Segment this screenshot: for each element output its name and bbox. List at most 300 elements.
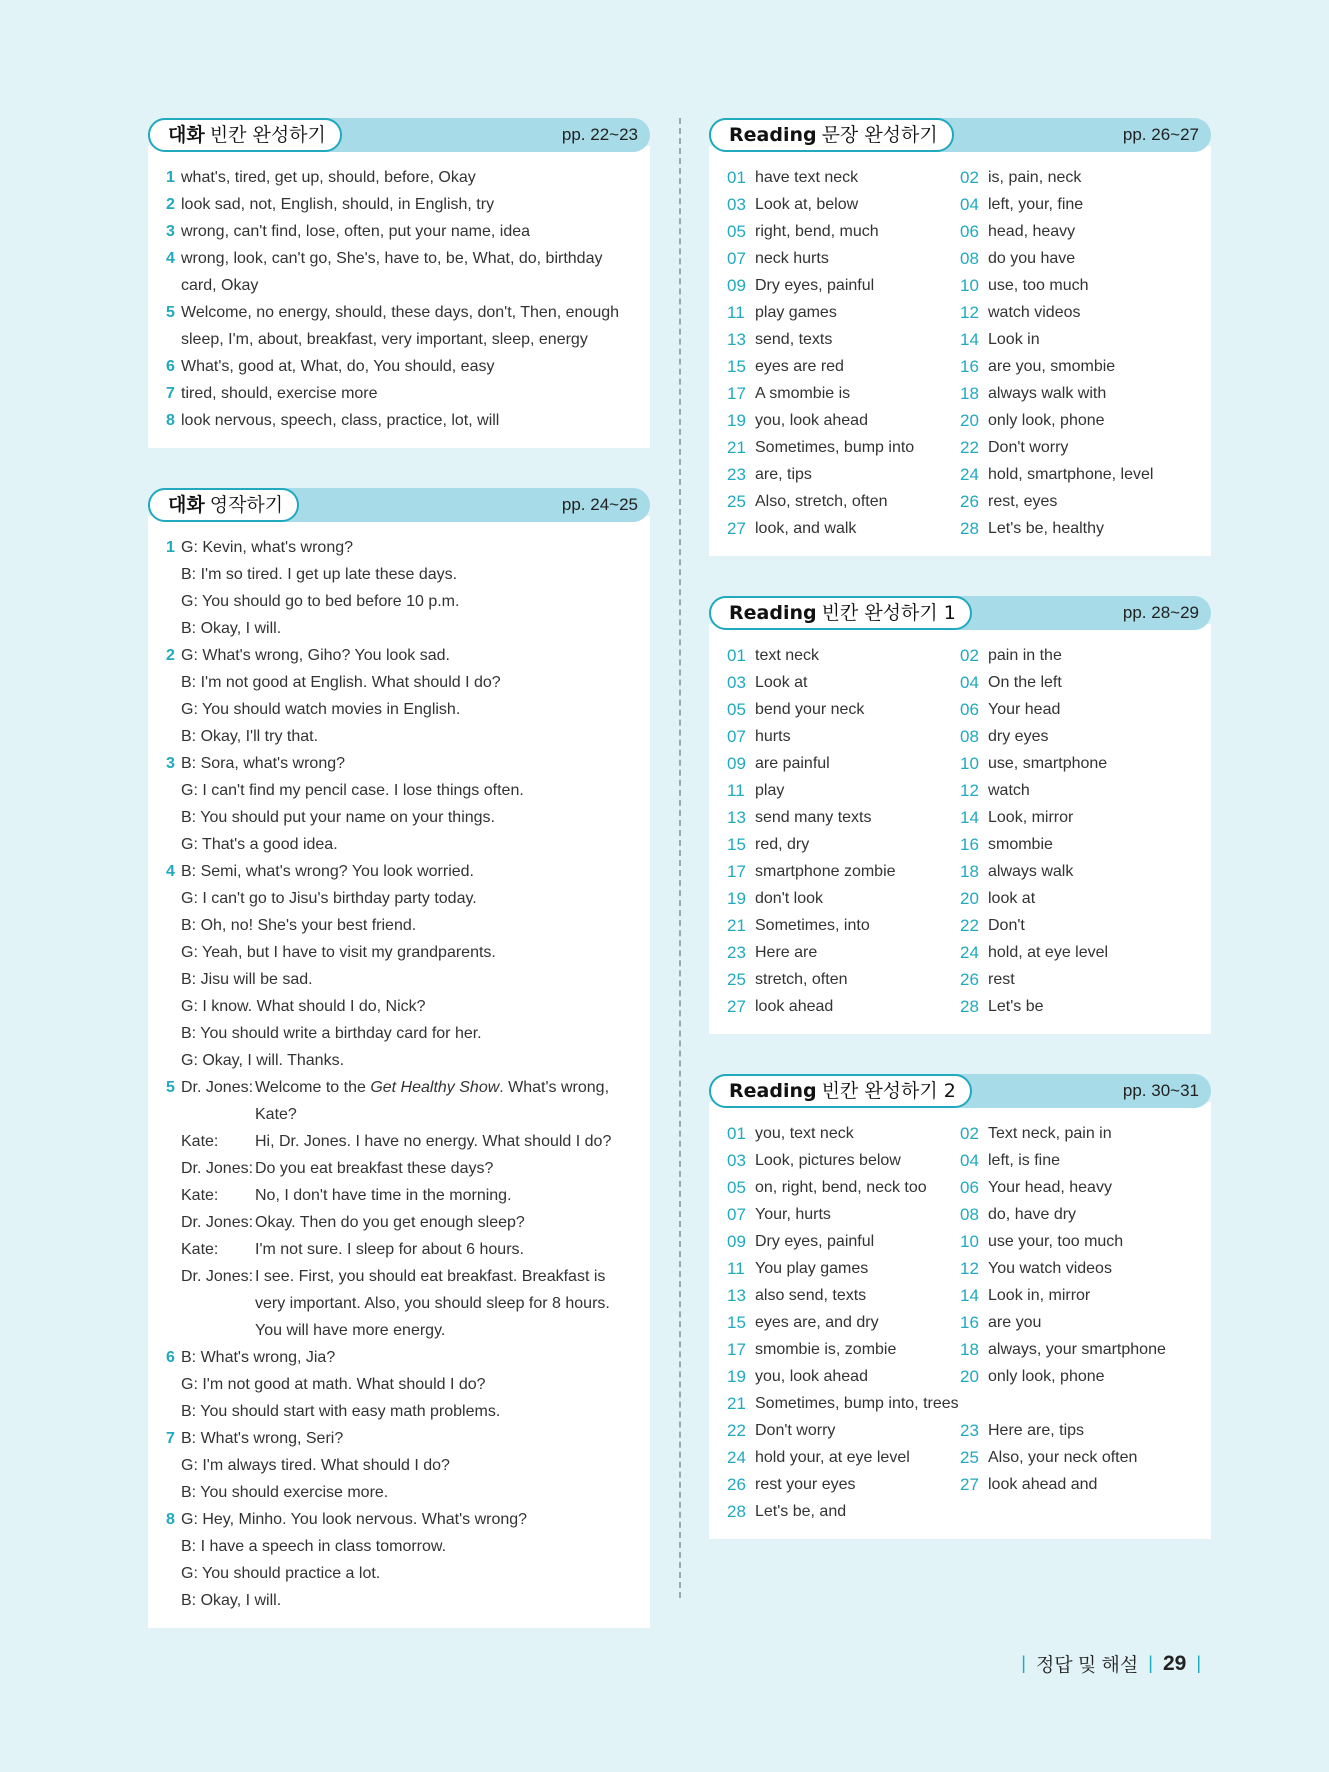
section — [148, 118, 650, 448]
line-text: G: I can't go to Jisu's birthday party today. — [181, 890, 477, 907]
answer-item — [960, 164, 1193, 191]
item-text: look nervous, speech, class, practice, lot, will — [181, 412, 500, 429]
answer-grid — [727, 642, 1193, 1020]
line-text: B: You should put your name on your things. — [181, 809, 495, 826]
answer-item — [727, 353, 960, 380]
item-number: 07 — [727, 727, 746, 746]
item-number: 4 — [166, 250, 175, 267]
answer-item — [166, 1506, 632, 1614]
item-number: 04 — [960, 673, 979, 692]
page-number: 29 — [1162, 1651, 1187, 1675]
item-number: 19 — [727, 411, 746, 430]
item-number: 16 — [960, 835, 979, 854]
item-number: 10 — [960, 1232, 979, 1251]
item-number: 08 — [960, 727, 979, 746]
line-text: Okay. Then do you get enough sleep? — [255, 1214, 525, 1231]
line-text: G: I can't find my pencil case. I lose things often. — [181, 782, 524, 799]
dialogue-line — [181, 750, 632, 777]
item-text: Sometimes, into — [755, 917, 870, 934]
dialogue-line — [181, 1182, 632, 1209]
item-text: are painful — [755, 755, 830, 772]
item-text: left, your, fine — [988, 196, 1084, 213]
item-text — [181, 534, 632, 642]
item-number: 15 — [727, 1313, 746, 1332]
item-number: 11 — [727, 303, 745, 322]
section-title-rest: 영작하기 — [209, 494, 284, 516]
dialogue-line — [181, 1425, 632, 1452]
line-text: B: Semi, what's wrong? You look worried. — [181, 863, 474, 880]
item-number: 13 — [727, 330, 746, 349]
section-body — [709, 146, 1211, 556]
answer-item — [727, 1120, 960, 1147]
line-text: B: You should start with easy math problems. — [181, 1403, 501, 1420]
item-number: 22 — [960, 438, 979, 457]
line-text: B: Sora, what's wrong? — [181, 755, 346, 772]
section-body — [148, 146, 650, 448]
answer-item — [960, 461, 1193, 488]
line-text: I'm not sure. I sleep for about 6 hours. — [255, 1241, 524, 1258]
column-divider — [679, 118, 681, 1598]
item-number: 20 — [960, 1367, 979, 1386]
item-text: bend your neck — [755, 701, 865, 718]
dialogue-line — [181, 993, 632, 1020]
item-text: use, smartphone — [988, 755, 1108, 772]
dialogue-line — [181, 777, 632, 804]
answer-item — [727, 1228, 960, 1255]
item-number: 09 — [727, 754, 746, 773]
item-text: you, look ahead — [755, 412, 868, 429]
answer-item — [727, 858, 960, 885]
item-number: 28 — [960, 519, 979, 538]
item-text: do you have — [988, 250, 1076, 267]
section-header — [148, 118, 650, 152]
item-number: 17 — [727, 1340, 746, 1359]
item-text: Also, stretch, often — [755, 493, 888, 510]
item-text: Look, pictures below — [755, 1152, 901, 1169]
item-text: Look, mirror — [988, 809, 1074, 826]
item-number: 26 — [960, 492, 979, 511]
item-number: 20 — [960, 889, 979, 908]
item-text: stretch, often — [755, 971, 848, 988]
answer-item — [727, 723, 960, 750]
item-text: You play games — [755, 1260, 869, 1277]
answer-item — [960, 245, 1193, 272]
item-number: 27 — [727, 997, 746, 1016]
item-number: 13 — [727, 808, 746, 827]
answer-item — [960, 885, 1193, 912]
item-text: look at — [988, 890, 1036, 907]
item-number: 02 — [960, 646, 979, 665]
answer-item — [727, 380, 960, 407]
answer-item — [960, 831, 1193, 858]
section-title-rest: 빈칸 완성하기 1 — [821, 602, 956, 624]
dialogue-line — [181, 912, 632, 939]
item-text: Your head — [988, 701, 1061, 718]
item-text: you, look ahead — [755, 1368, 868, 1385]
item-number: 14 — [960, 330, 979, 349]
item-text: is, pain, neck — [988, 169, 1082, 186]
answer-item — [960, 407, 1193, 434]
item-number: 04 — [960, 195, 979, 214]
item-number: 15 — [727, 357, 746, 376]
item-text: hold, at eye level — [988, 944, 1109, 961]
dialogue-line — [181, 1371, 632, 1398]
answer-item — [166, 534, 632, 642]
answer-item — [727, 1417, 960, 1444]
dialogue-line — [181, 1398, 632, 1425]
page-footer: | 정답 및 해설 | 29 | — [1021, 1651, 1201, 1676]
line-text: B: You should write a birthday card for her. — [181, 1025, 482, 1042]
line-text: G: Kevin, what's wrong? — [181, 539, 354, 556]
answer-item — [727, 885, 960, 912]
item-text: Welcome, no energy, should, these days, don't, Then, enough sleep, I'm, about, breakfast, very important, sleep, energy — [181, 304, 620, 348]
dialogue-line — [181, 1155, 632, 1182]
answer-item — [960, 1120, 1193, 1147]
answer-item — [166, 407, 632, 434]
answer-item — [727, 1147, 960, 1174]
dialogue-line — [181, 1452, 632, 1479]
answer-item — [960, 1147, 1193, 1174]
answer-item — [960, 191, 1193, 218]
answer-item — [727, 299, 960, 326]
dialogue-line — [181, 1479, 632, 1506]
item-number: 20 — [960, 411, 979, 430]
line-text: G: I'm always tired. What should I do? — [181, 1457, 450, 1474]
dialogue-line — [181, 1128, 632, 1155]
item-text: rest, eyes — [988, 493, 1058, 510]
item-number: 17 — [727, 384, 746, 403]
dialogue-line — [181, 669, 632, 696]
item-number: 14 — [960, 808, 979, 827]
dialogue-line — [181, 1236, 632, 1263]
item-number: 8 — [166, 412, 175, 429]
dialogue-line — [181, 642, 632, 669]
answer-item — [166, 299, 632, 353]
item-text — [181, 858, 632, 1074]
answer-item — [166, 750, 632, 858]
answer-item — [727, 642, 960, 669]
item-text: look sad, not, English, should, in English, try — [181, 196, 495, 213]
item-text: Sometimes, bump into — [755, 439, 915, 456]
line-text: Hi, Dr. Jones. I have no energy. What should I do? — [255, 1133, 612, 1150]
item-number: 16 — [960, 357, 979, 376]
line-post: . What's wrong, Kate? — [255, 1079, 610, 1123]
item-text: smombie — [988, 836, 1053, 853]
item-text: eyes are red — [755, 358, 844, 375]
answer-item — [727, 488, 960, 515]
answer-item — [960, 218, 1193, 245]
item-text: only look, phone — [988, 1368, 1105, 1385]
answer-item — [727, 164, 960, 191]
answer-item — [960, 353, 1193, 380]
item-text: rest — [988, 971, 1015, 988]
answer-item — [960, 1282, 1193, 1309]
speaker: Dr. Jones: — [181, 1079, 254, 1096]
item-text — [181, 1344, 632, 1425]
item-text: wrong, look, can't go, She's, have to, be, What, do, birthday card, Okay — [181, 250, 603, 294]
answer-item — [960, 326, 1193, 353]
item-text: Don't worry — [755, 1422, 836, 1439]
item-text: Text neck, pain in — [988, 1125, 1112, 1142]
line-text: G: You should go to bed before 10 p.m. — [181, 593, 460, 610]
item-text: Your, hurts — [755, 1206, 831, 1223]
item-text: left, is fine — [988, 1152, 1061, 1169]
speaker: Kate: — [181, 1133, 219, 1150]
dialogue-line — [181, 939, 632, 966]
item-text — [181, 1506, 632, 1614]
item-text: hold your, at eye level — [755, 1449, 910, 1466]
section-title-bold: 대화 — [168, 124, 205, 146]
answer-item — [727, 777, 960, 804]
answer-item — [960, 1309, 1193, 1336]
item-number: 7 — [166, 385, 175, 402]
line-text: Do you eat breakfast these days? — [255, 1160, 494, 1177]
item-text: send, texts — [755, 331, 833, 348]
item-number: 4 — [166, 863, 175, 880]
item-number: 11 — [727, 1259, 745, 1278]
item-text: text neck — [755, 647, 820, 664]
item-number: 22 — [727, 1421, 746, 1440]
item-number: 03 — [727, 1151, 746, 1170]
item-text: Dry eyes, painful — [755, 277, 875, 294]
dialogue-line — [181, 885, 632, 912]
answer-item — [166, 245, 632, 299]
item-text: Dry eyes, painful — [755, 1233, 875, 1250]
answer-item — [960, 299, 1193, 326]
section-title — [709, 118, 954, 152]
line-text: G: You should watch movies in English. — [181, 701, 461, 718]
show-title: Get Healthy Show — [370, 1079, 500, 1096]
speaker: Dr. Jones: — [181, 1214, 254, 1231]
item-number: 03 — [727, 673, 746, 692]
item-text: A smombie is — [755, 385, 851, 402]
item-text: Your head, heavy — [988, 1179, 1112, 1196]
dialogue-line — [181, 615, 632, 642]
item-text: play — [755, 782, 785, 799]
dialogue-line — [181, 723, 632, 750]
item-text: are, tips — [755, 466, 812, 483]
line-text: G: You should practice a lot. — [181, 1565, 381, 1582]
answer-item — [727, 218, 960, 245]
answer-item — [960, 912, 1193, 939]
section-title-bold: Reading — [729, 124, 817, 146]
item-text: always walk with — [988, 385, 1107, 402]
answer-item — [727, 912, 960, 939]
item-text: have text neck — [755, 169, 859, 186]
dialogue-line — [181, 561, 632, 588]
item-text: are you, smombie — [988, 358, 1116, 375]
dialogue-line — [181, 1047, 632, 1074]
line-text: B: I have a speech in class tomorrow. — [181, 1538, 447, 1555]
item-text: Here are — [755, 944, 818, 961]
item-text: hurts — [755, 728, 791, 745]
item-text: are you — [988, 1314, 1042, 1331]
item-number: 3 — [166, 755, 175, 772]
item-text: rest your eyes — [755, 1476, 856, 1493]
answer-item — [960, 1174, 1193, 1201]
dialogue-line — [181, 1263, 632, 1344]
answer-item — [727, 434, 960, 461]
item-number: 6 — [166, 358, 175, 375]
line-text: G: Hey, Minho. You look nervous. What's wrong? — [181, 1511, 528, 1528]
item-number: 10 — [960, 754, 979, 773]
item-text: What's, good at, What, do, You should, easy — [181, 358, 495, 375]
item-number: 02 — [960, 1124, 979, 1143]
item-number: 23 — [960, 1421, 979, 1440]
dialogue-line — [181, 1587, 632, 1614]
answer-item — [960, 1336, 1193, 1363]
dialogue-line — [181, 1533, 632, 1560]
item-text: neck hurts — [755, 250, 829, 267]
item-number: 24 — [960, 465, 979, 484]
section-title-bold: Reading — [729, 602, 817, 624]
dialogue-line — [181, 858, 632, 885]
section-body — [709, 1102, 1211, 1539]
item-number: 15 — [727, 835, 746, 854]
section-title-rest: 문장 완성하기 — [821, 124, 938, 146]
section-pages: pp. 26~27 — [1122, 125, 1199, 144]
answer-item — [727, 461, 960, 488]
section-title-bold: Reading — [729, 1080, 817, 1102]
answer-item — [727, 831, 960, 858]
answer-item — [727, 1444, 960, 1471]
item-text: On the left — [988, 674, 1062, 691]
answer-item — [960, 858, 1193, 885]
item-number: 19 — [727, 889, 746, 908]
section-pages: pp. 24~25 — [561, 495, 638, 514]
section-pages: pp. 28~29 — [1122, 603, 1199, 622]
item-number: 5 — [166, 304, 175, 321]
section — [148, 488, 650, 1628]
line-text: G: I'm not good at math. What should I do? — [181, 1376, 486, 1393]
line-text: G: Okay, I will. Thanks. — [181, 1052, 345, 1069]
item-text: on, right, bend, neck too — [755, 1179, 927, 1196]
section-title — [709, 596, 972, 630]
item-number: 26 — [727, 1475, 746, 1494]
answer-item — [960, 1444, 1193, 1471]
item-number: 17 — [727, 862, 746, 881]
dialogue-line — [181, 1020, 632, 1047]
dialogue-line — [181, 831, 632, 858]
item-number: 26 — [960, 970, 979, 989]
item-number: 23 — [727, 943, 746, 962]
answer-item — [727, 407, 960, 434]
item-text: Look in, mirror — [988, 1287, 1091, 1304]
item-number: 09 — [727, 276, 746, 295]
item-number: 22 — [960, 916, 979, 935]
item-number: 03 — [727, 195, 746, 214]
item-number: 19 — [727, 1367, 746, 1386]
item-text: Don't worry — [988, 439, 1069, 456]
item-number: 28 — [960, 997, 979, 1016]
item-number: 06 — [960, 1178, 979, 1197]
right-column — [709, 118, 1211, 1579]
item-text: head, heavy — [988, 223, 1076, 240]
item-number: 21 — [727, 438, 746, 457]
item-text: smartphone zombie — [755, 863, 896, 880]
item-number: 21 — [727, 916, 746, 935]
item-number: 16 — [960, 1313, 979, 1332]
dialogue-line — [181, 696, 632, 723]
item-number: 01 — [727, 1124, 746, 1143]
answer-item — [960, 669, 1193, 696]
item-text: watch videos — [988, 304, 1081, 321]
item-text: play games — [755, 304, 837, 321]
answer-item — [960, 1228, 1193, 1255]
item-number: 12 — [960, 303, 979, 322]
line-text: G: That's a good idea. — [181, 836, 338, 853]
item-text — [181, 1425, 632, 1506]
line-text: B: Oh, no! She's your best friend. — [181, 917, 417, 934]
section-header — [709, 1074, 1211, 1108]
section-pages: pp. 30~31 — [1122, 1081, 1199, 1100]
answer-item — [727, 1255, 960, 1282]
item-text: watch — [988, 782, 1030, 799]
section-header — [148, 488, 650, 522]
answer-item — [166, 858, 632, 1074]
answer-item — [727, 272, 960, 299]
answer-item — [727, 1309, 960, 1336]
item-number: 07 — [727, 249, 746, 268]
answer-item — [727, 191, 960, 218]
dialogue-line — [181, 1209, 632, 1236]
item-text: Look at — [755, 674, 808, 691]
item-text: don't look — [755, 890, 823, 907]
answer-item — [960, 488, 1193, 515]
item-text: eyes are, and dry — [755, 1314, 879, 1331]
item-number: 18 — [960, 1340, 979, 1359]
item-number: 24 — [727, 1448, 746, 1467]
item-number: 06 — [960, 222, 979, 241]
item-number: 06 — [960, 700, 979, 719]
section-title-bold: 대화 — [168, 494, 205, 516]
line-text: I see. First, you should eat breakfast. Breakfast is very important. Also, you should sleep for 8 hours. You will have more energy. — [255, 1268, 610, 1339]
dialogue-line — [181, 1344, 632, 1371]
dialogue-line — [181, 966, 632, 993]
answer-item — [727, 1498, 960, 1525]
answer-item — [727, 696, 960, 723]
answer-item — [727, 515, 960, 542]
line-text: G: I know. What should I do, Nick? — [181, 998, 426, 1015]
item-text: use, too much — [988, 277, 1089, 294]
answer-item — [727, 750, 960, 777]
item-text: Don't — [988, 917, 1025, 934]
item-number: 2 — [166, 196, 175, 213]
answer-item — [727, 993, 960, 1020]
answer-item — [166, 1074, 632, 1344]
item-text: tired, should, exercise more — [181, 385, 378, 402]
item-number: 6 — [166, 1349, 175, 1366]
answer-item — [727, 1201, 960, 1228]
footer-label: 정답 및 해설 — [1035, 1655, 1139, 1676]
item-text: wrong, can't find, lose, often, put your name, idea — [181, 223, 531, 240]
item-number: 1 — [166, 169, 175, 186]
line-text: No, I don't have time in the morning. — [255, 1187, 512, 1204]
answer-item — [727, 245, 960, 272]
answer-item — [166, 353, 632, 380]
answer-item — [960, 515, 1193, 542]
answer-item — [960, 1417, 1193, 1444]
item-text: always walk — [988, 863, 1074, 880]
line-text: B: Okay, I will. — [181, 620, 282, 637]
answer-item — [960, 804, 1193, 831]
answer-item — [727, 1174, 960, 1201]
line-text: G: Yeah, but I have to visit my grandparents. — [181, 944, 496, 961]
speaker: Kate: — [181, 1187, 219, 1204]
line-text: B: What's wrong, Jia? — [181, 1349, 336, 1366]
answer-item — [960, 272, 1193, 299]
answer-item — [727, 669, 960, 696]
